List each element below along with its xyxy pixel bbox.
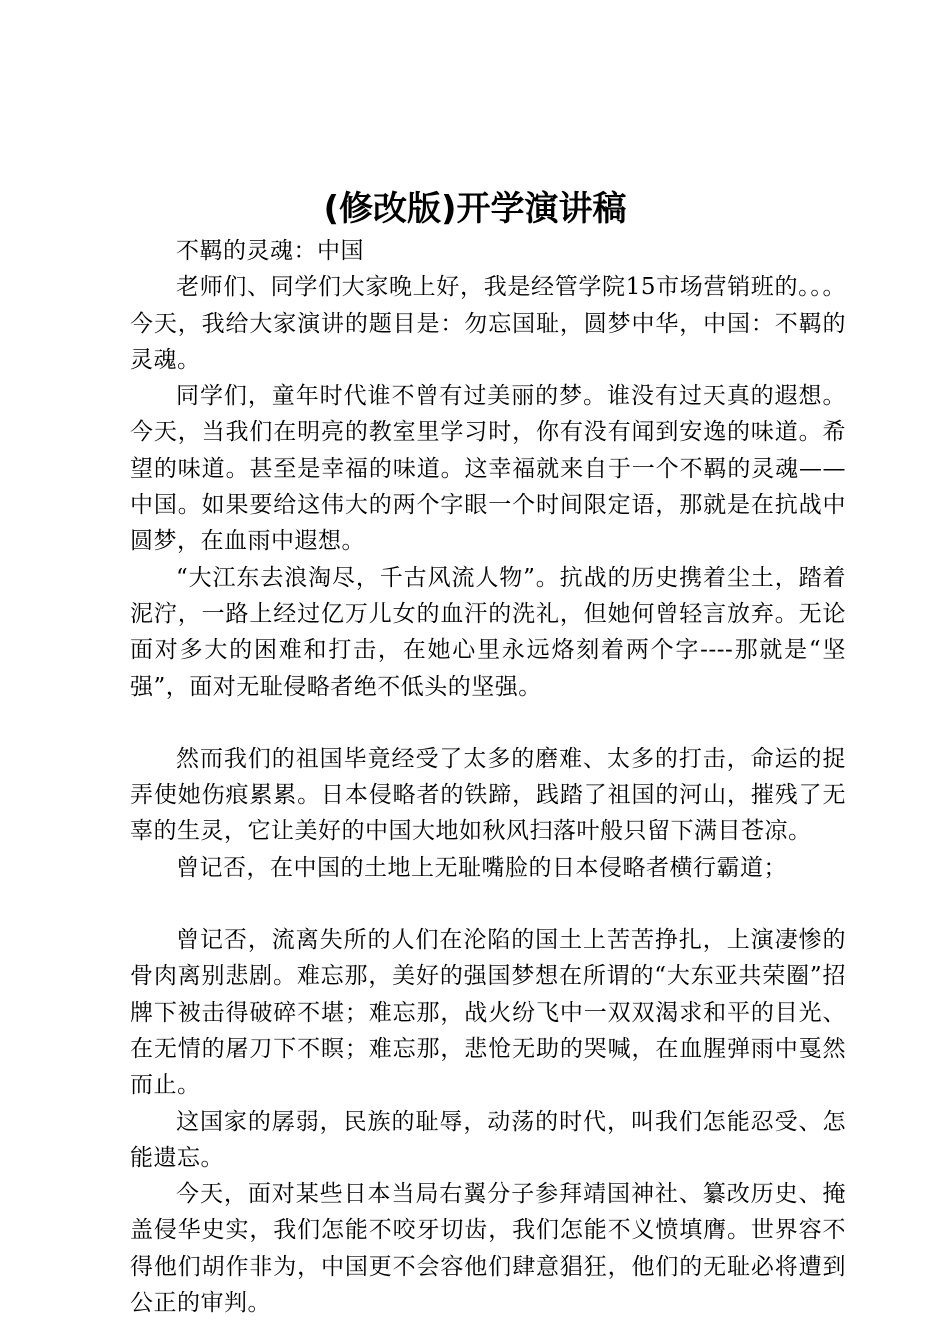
- paragraph-remember-2: 曾记否，流离失所的人们在沦陷的国土上苦苦挣扎，上演凄惨的骨肉离别悲剧。难忘那，美好的强国梦想在所谓的“大东亚共荣圈”招牌下被击得破碎不堪；难忘那，战火纷飞中一双双渴求和平的目光、在无情的屠刀下不瞑；难忘那，悲怆无助的哭喊，在血腥弹雨中戛然而止。: [130, 927, 846, 1099]
- paragraph-childhood-dream: 同学们，童年时代谁不曾有过美丽的梦。谁没有过天真的遐想。今天，当我们在明亮的教室里学习时，你有没有闻到安逸的味道。希望的味道。甚至是幸福的味道。这幸福就来自于一个不羁的灵魂——中国。如果要给这伟大的两个字眼一个时间限定语，那就是在抗战中圆梦，在血雨中遐想。: [130, 383, 846, 555]
- paragraph-history: “大江东去浪淘尽，千古风流人物”。抗战的历史携着尘土，踏着泥泞，一路上经过亿万儿女的血汗的洗礼，但她何曾轻言放弃。无论面对多大的困难和打击，在她心里永远烙刻着两个字----那就是“坚强”，面对无耻侵略者绝不低头的坚强。: [130, 564, 846, 700]
- paragraph-subtitle: 不羁的灵魂：中国: [176, 238, 364, 264]
- paragraph-humiliation: 这国家的孱弱，民族的耻辱，动荡的时代，叫我们怎能忍受、怎能遗忘。: [130, 1108, 846, 1171]
- paragraph-remember-1: 曾记否，在中国的土地上无耻嘴脸的日本侵略者横行霸道；: [176, 854, 787, 881]
- paragraph-greeting: 老师们、同学们大家晚上好，我是经管学院15市场营销班的。。。今天，我给大家演讲的题目是：勿忘国耻，圆梦中华，中国：不羁的灵魂。: [130, 274, 846, 373]
- document-title: (修改版)开学演讲稿: [323, 189, 627, 229]
- document-body: [130, 233, 846, 1321]
- paragraph-today: 今天，面对某些日本当局右翼分子参拜靖国神社、纂改历史、掩盖侵华史实，我们怎能不咬牙切齿，我们怎能不义愤填膺。世界容不得他们胡作非为，中国更不会容他们肆意猖狂，他们的无耻必将遭到公正的审判。: [130, 1181, 846, 1317]
- paragraph-suffering: 然而我们的祖国毕竟经受了太多的磨难、太多的打击，命运的捉弄使她伤痕累累。日本侵略者的铁蹄，践踏了祖国的河山，摧残了无辜的生灵，它让美好的中国大地如秋风扫落叶般只留下满目苍凉。: [130, 745, 846, 845]
